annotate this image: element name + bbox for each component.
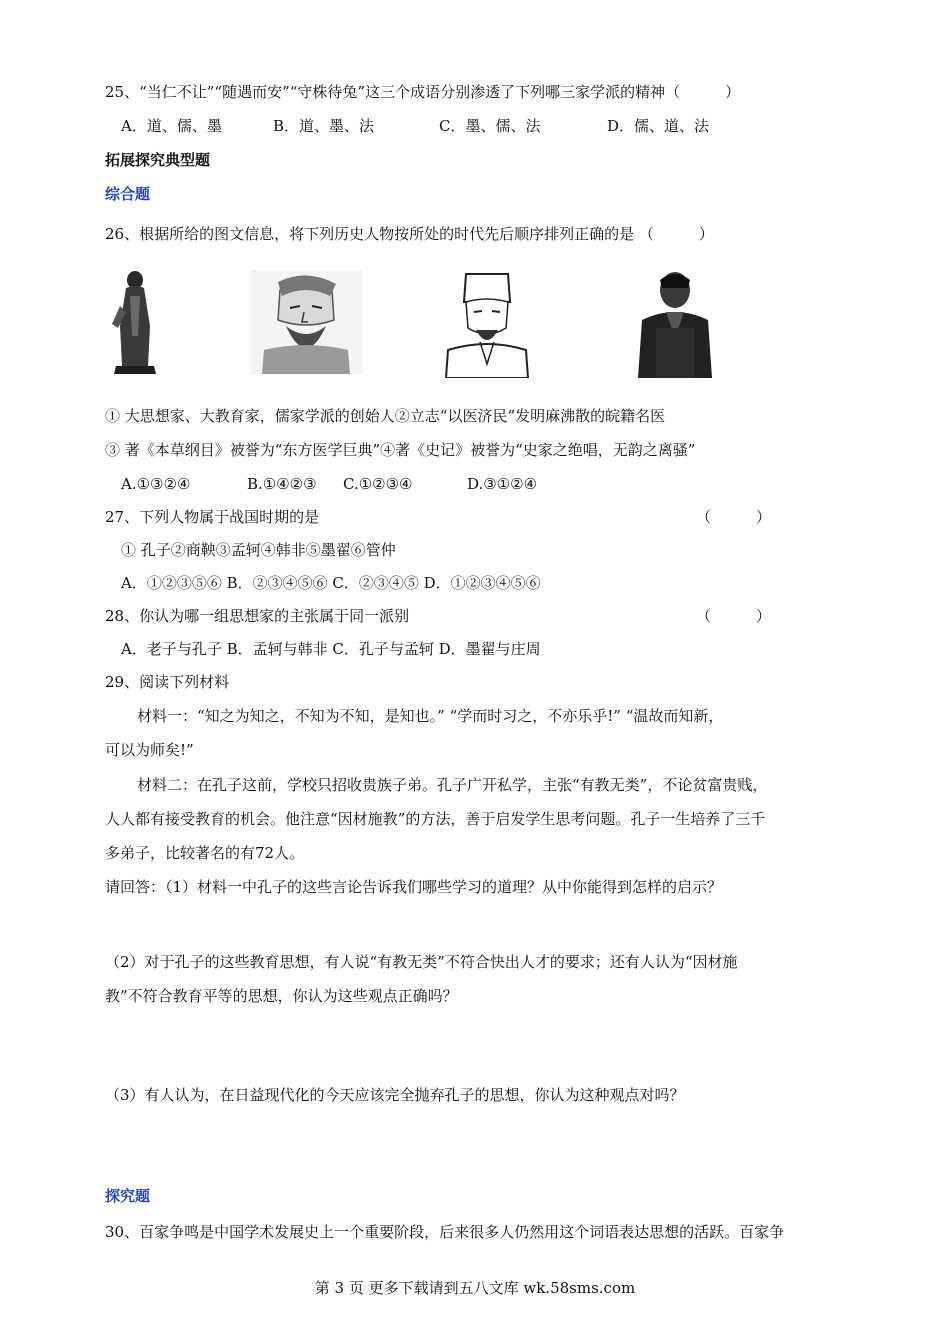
page-footer: 第 3 页 更多下载请到五八文库 wk.58sms.com bbox=[314, 1279, 636, 1297]
q29-question-2-line-1: （2）对于孔子的这些教育思想，有人说“有教无类”不符合快出人才的要求；还有人认为“因材施 bbox=[105, 953, 738, 971]
q29-material2-line-3: 多弟子，比较著名的有72人。 bbox=[105, 844, 305, 862]
q27-stem: 27、下列人物属于战国时期的是 bbox=[105, 508, 320, 526]
q26-stem: 26、根据所给的图文信息，将下列历史人物按所处的时代先后顺序排列正确的是 （ ） bbox=[105, 225, 714, 243]
q30-line-1: 30、百家争鸣是中国学术发展史上一个重要阶段，后来很多人仍然用这个词语表达思想的活跃。百家争 bbox=[105, 1223, 785, 1241]
q28-stem: 28、你认为哪一组思想家的主张属于同一派别 bbox=[105, 607, 410, 625]
q28-answer-paren: （ ） bbox=[696, 607, 772, 625]
q26-clue-line-1: ① 大思想家、大教育家，儒家学派的创始人②立志“以医济民”发明麻沸散的皖籍名医 bbox=[105, 407, 666, 425]
hatted-doctor-image bbox=[440, 268, 534, 378]
q26-option-c: C.①②③④ bbox=[343, 475, 413, 493]
robed-historian-image bbox=[628, 268, 722, 378]
q25-option-a: A．道、儒、墨 bbox=[121, 117, 222, 135]
q26-option-d: D.③①②④ bbox=[467, 475, 538, 493]
q29-question-2-line-2: 教”不符合教育平等的思想，你认为这些观点正确吗？ bbox=[105, 987, 458, 1005]
q26-options bbox=[121, 474, 537, 494]
q27-answer-paren: （ ） bbox=[696, 508, 772, 526]
q25-option-d: D．儒、道、法 bbox=[607, 117, 710, 135]
q29-stem: 29、阅读下列材料 bbox=[105, 673, 230, 691]
q29-material1-line-2: 可以为师矣!” bbox=[105, 741, 194, 759]
confucius-figure-image bbox=[104, 266, 166, 378]
q29-material2-line-1: 材料二：在孔子这前，学校只招收贵族子弟。孔子广开私学，主张“有教无类”，不论贫富贵贱， bbox=[137, 776, 768, 794]
bearded-scholar-image bbox=[250, 270, 362, 374]
q26-option-b: B.①④②③ bbox=[247, 475, 317, 493]
q28-options: A．老子与孔子 B．孟轲与韩非 C．孔子与孟轲 D．墨翟与庄周 bbox=[121, 640, 541, 658]
q26-clue-line-2: ③ 著《本草纲目》被誉为“东方医学巨典”④著《史记》被誉为“史家之绝唱，无韵之离骚” bbox=[105, 441, 696, 459]
q25-option-c: C．墨、儒、法 bbox=[439, 117, 541, 135]
q26-option-a: A.①③②④ bbox=[121, 475, 191, 493]
q29-question-3: （3）有人认为，在日益现代化的今天应该完全抛弃孔子的思想，你认为这种观点对吗？ bbox=[105, 1086, 685, 1104]
q25-option-b: B．道、墨、法 bbox=[273, 117, 375, 135]
q25-stem: 25、“当仁不让”“随遇而安”“守株待兔”这三个成语分别渗透了下列哪三家学派的精神（ ） bbox=[105, 83, 741, 101]
q29-material2-line-2: 人人都有接受教育的机会。他注意“因材施教”的方法，善于启发学生思考问题。孔子一生培养了三千 bbox=[105, 810, 766, 828]
q25-options bbox=[121, 116, 709, 136]
section-title: 拓展探究典型题 bbox=[105, 151, 211, 169]
q29-material1-line-1: 材料一：“知之为知之，不知为不知，是知也。” “学而时习之，不亦乐乎!” “温故而知新， bbox=[137, 707, 724, 725]
q27-items: ① 孔子②商鞅③孟轲④韩非⑤墨翟⑥管仲 bbox=[121, 541, 396, 559]
subsection-comprehensive: 综合题 bbox=[105, 185, 151, 203]
subsection-inquiry: 探究题 bbox=[105, 1187, 151, 1205]
q27-options: A．①②③⑤⑥ B．②③④⑤⑥ C．②③④⑤ D．①②③④⑤⑥ bbox=[121, 574, 541, 592]
q29-question-1: 请回答：（1）材料一中孔子的这些言论告诉我们哪些学习的道理？从中你能得到怎样的启示？ bbox=[105, 878, 723, 896]
